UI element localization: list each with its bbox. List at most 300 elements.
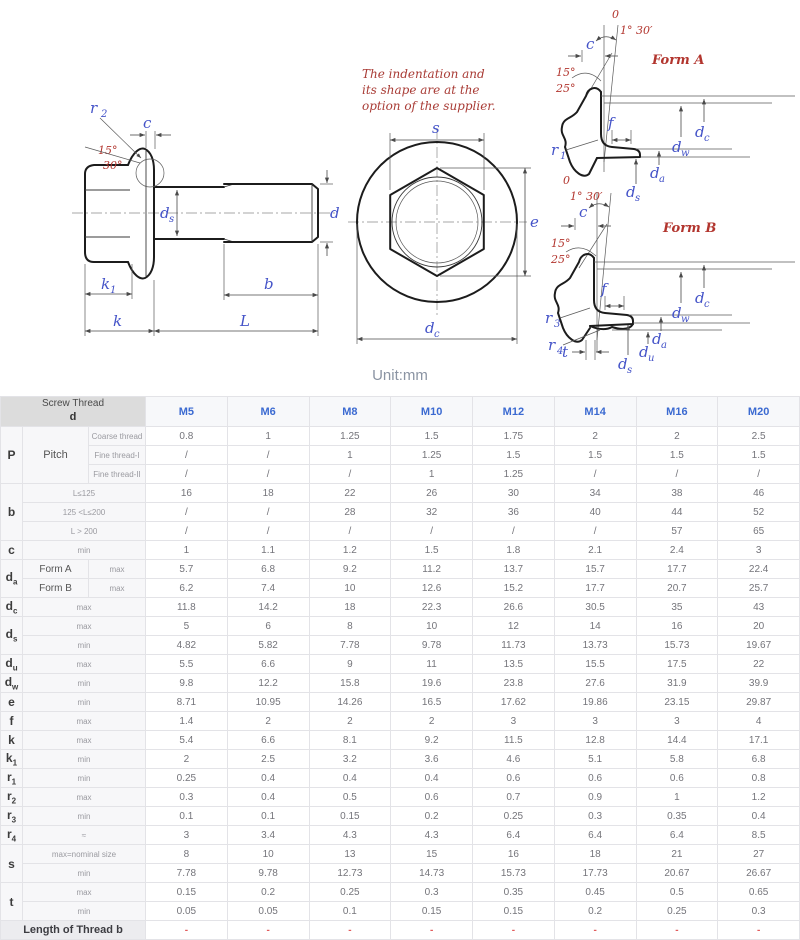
spec-value: 65	[718, 522, 800, 541]
spec-value: 2	[391, 712, 473, 731]
spec-value: 15	[391, 845, 473, 864]
spec-value: 0.3	[554, 807, 636, 826]
spec-value: -	[146, 921, 228, 940]
spec-value: 8.71	[146, 693, 228, 712]
supplier-note-line2: its shape are at the	[362, 83, 480, 97]
spec-value: 11.5	[473, 731, 555, 750]
spec-value: 12.73	[309, 864, 391, 883]
spec-value: 11.8	[146, 598, 228, 617]
spec-value: 8	[309, 617, 391, 636]
spec-value: 19.86	[554, 693, 636, 712]
form-a-detail	[551, 8, 795, 204]
table-row	[1, 712, 800, 731]
angle-label-zero-b: 0	[563, 174, 570, 187]
table-row	[1, 902, 800, 921]
table-row	[1, 541, 800, 560]
spec-value: /	[554, 522, 636, 541]
column-header-m6: M6	[227, 397, 309, 427]
spec-value: 0.7	[473, 788, 555, 807]
spec-value: 15.5	[554, 655, 636, 674]
dim-label-dw-b-sub: w	[681, 314, 690, 325]
spec-value: 0.6	[636, 769, 718, 788]
spec-value: 1	[309, 446, 391, 465]
spec-value: 17.1	[718, 731, 800, 750]
spec-value: 13.5	[473, 655, 555, 674]
table-row	[1, 446, 800, 465]
dim-label-r1-sub: 1	[560, 151, 567, 162]
spec-value: 16	[146, 484, 228, 503]
spec-value: 6.4	[473, 826, 555, 845]
spec-value: 18	[554, 845, 636, 864]
table-row	[1, 655, 800, 674]
spec-value: 26	[391, 484, 473, 503]
spec-value: 3	[146, 826, 228, 845]
spec-value: 14.73	[391, 864, 473, 883]
spec-value: /	[554, 465, 636, 484]
spec-value: /	[227, 446, 309, 465]
spec-value: 17.62	[473, 693, 555, 712]
dim-label-b: b	[264, 275, 274, 293]
row-symbol: $r_1$	[1, 769, 23, 788]
dim-label-c-a: c	[586, 35, 595, 53]
spec-value: 0.15	[146, 883, 228, 902]
spec-value: 32	[391, 503, 473, 522]
row-label: max	[23, 655, 146, 674]
spec-value: 9.2	[309, 560, 391, 579]
spec-value: 0.35	[636, 807, 718, 826]
spec-value: 1.25	[391, 446, 473, 465]
dim-label-dw-a: d	[672, 138, 682, 156]
row-label: max=nominal size	[23, 845, 146, 864]
spec-value: 6.6	[227, 655, 309, 674]
row-label: L > 200	[23, 522, 146, 541]
row-symbol: c	[1, 541, 23, 560]
table-row	[1, 788, 800, 807]
row-symbol: $d_c$	[1, 598, 23, 617]
spec-value: 6	[227, 617, 309, 636]
spec-value: 8.1	[309, 731, 391, 750]
spec-value: 9.8	[146, 674, 228, 693]
spec-value: 36	[473, 503, 555, 522]
row-label: min	[23, 693, 146, 712]
column-header-m10: M10	[391, 397, 473, 427]
supplier-note-line3: option of the supplier.	[362, 99, 496, 113]
spec-value: 5.82	[227, 636, 309, 655]
spec-value: 2	[146, 750, 228, 769]
dim-label-f-a: f	[608, 114, 614, 132]
spec-value: 3	[554, 712, 636, 731]
dim-label-r2: r	[90, 99, 98, 117]
row-label: L≤125	[23, 484, 146, 503]
spec-value: 2	[309, 712, 391, 731]
flange-outline	[128, 149, 154, 279]
spec-value: 0.5	[636, 883, 718, 902]
spec-value: 0.1	[146, 807, 228, 826]
spec-value: 18	[309, 598, 391, 617]
spec-value: 0.3	[146, 788, 228, 807]
spec-value: 16.5	[391, 693, 473, 712]
spec-value: 17.7	[636, 560, 718, 579]
row-symbol: $d_s$	[1, 617, 23, 655]
angle-label-15-a: 15°	[556, 66, 576, 79]
angle-label-30: 30°	[103, 159, 123, 172]
spec-value: 10	[309, 579, 391, 598]
spec-value: 12.2	[227, 674, 309, 693]
spec-value: 0.2	[227, 883, 309, 902]
spec-value: 22.3	[391, 598, 473, 617]
row-label: max	[23, 883, 146, 902]
spec-value: 0.45	[554, 883, 636, 902]
spec-value: 19.6	[391, 674, 473, 693]
column-header-m14: M14	[554, 397, 636, 427]
spec-value: 0.25	[473, 807, 555, 826]
detail-circle	[136, 159, 164, 187]
row-label: min	[23, 636, 146, 655]
dim-label-dc-sub: c	[434, 329, 440, 340]
spec-value: 0.4	[309, 769, 391, 788]
dim-label-t: t	[562, 343, 569, 361]
spec-value: 22.4	[718, 560, 800, 579]
spec-value: 0.1	[309, 902, 391, 921]
bolt-top-view	[348, 67, 539, 344]
dim-label-r4: r	[548, 336, 556, 354]
spec-value: 7.78	[146, 864, 228, 883]
row-label: Fine thread-I	[89, 446, 146, 465]
spec-value: 3.2	[309, 750, 391, 769]
hex-head-outline	[85, 165, 128, 262]
spec-value: /	[227, 465, 309, 484]
form-b-title: Form B	[663, 221, 717, 236]
spec-value: 1.4	[146, 712, 228, 731]
spec-value: 11.2	[391, 560, 473, 579]
spec-value: 2.1	[554, 541, 636, 560]
spec-value: 30	[473, 484, 555, 503]
table-row	[1, 826, 800, 845]
spec-value: 1	[636, 788, 718, 807]
row-symbol: f	[1, 712, 23, 731]
spec-value: 19.67	[718, 636, 800, 655]
spec-value: 20.7	[636, 579, 718, 598]
spec-value: 23.8	[473, 674, 555, 693]
table-row	[1, 731, 800, 750]
row-label: Pitch	[23, 427, 89, 484]
corner-header-line2: d	[69, 410, 77, 423]
dim-label-da-b: d	[652, 330, 662, 348]
dim-label-da-b-sub: a	[661, 340, 667, 351]
spec-value: -	[309, 921, 391, 940]
spec-value: 10	[227, 845, 309, 864]
spec-value: /	[391, 522, 473, 541]
spec-value: -	[473, 921, 555, 940]
dim-label-r3-sub: 3	[554, 319, 561, 330]
row-symbol: s	[1, 845, 23, 883]
spec-value: 12.8	[554, 731, 636, 750]
spec-value: 27.6	[554, 674, 636, 693]
table-row	[1, 807, 800, 826]
spec-value: 28	[309, 503, 391, 522]
dim-label-r4-sub: 4	[557, 346, 564, 357]
table-row	[1, 579, 800, 598]
table-row	[1, 693, 800, 712]
spec-value: 0.35	[473, 883, 555, 902]
spec-value: 26.67	[718, 864, 800, 883]
spec-value: 2.5	[718, 427, 800, 446]
row-label: min	[23, 769, 146, 788]
dim-label-k: k	[113, 312, 123, 330]
table-row	[1, 674, 800, 693]
table-row	[1, 560, 800, 579]
row-label: max	[89, 579, 146, 598]
spec-value: 0.8	[146, 427, 228, 446]
dim-label-c-b: c	[579, 203, 588, 221]
unit-label: Unit:mm	[372, 367, 428, 384]
dim-label-da-a: d	[650, 164, 660, 182]
spec-value: 5.7	[146, 560, 228, 579]
row-label: min	[23, 750, 146, 769]
dim-label-ds-a-sub: s	[635, 193, 641, 204]
row-label: 125 <L≤200	[23, 503, 146, 522]
row-symbol: $r_4$	[1, 826, 23, 845]
spec-value: 15.8	[309, 674, 391, 693]
spec-value: 17.7	[554, 579, 636, 598]
table-row	[1, 864, 800, 883]
table-row	[1, 522, 800, 541]
spec-value: 0.3	[391, 883, 473, 902]
spec-value: 8.5	[718, 826, 800, 845]
table-row	[1, 769, 800, 788]
spec-value: 0.15	[309, 807, 391, 826]
angle-label-15: 15°	[98, 144, 118, 157]
spec-value: 1.5	[718, 446, 800, 465]
spec-value: 5.1	[554, 750, 636, 769]
spec-value: 14	[554, 617, 636, 636]
spec-value: 1.5	[554, 446, 636, 465]
spec-value: /	[146, 446, 228, 465]
spec-value: 2	[554, 427, 636, 446]
dim-label-ds-b: d	[618, 355, 628, 373]
spec-value: 7.78	[309, 636, 391, 655]
column-header-m12: M12	[473, 397, 555, 427]
spec-value: 0.6	[554, 769, 636, 788]
spec-value: 0.25	[636, 902, 718, 921]
table-row	[1, 636, 800, 655]
dim-label-r2-sub: 2	[101, 109, 108, 120]
row-symbol: $d_w$	[1, 674, 23, 693]
spec-value: 17.5	[636, 655, 718, 674]
spec-value: 0.25	[309, 883, 391, 902]
spec-value: 4.82	[146, 636, 228, 655]
corner-header	[1, 397, 146, 427]
spec-value: 27	[718, 845, 800, 864]
spec-value: 6.4	[636, 826, 718, 845]
spec-value: 9.2	[391, 731, 473, 750]
dim-label-d: d	[330, 204, 340, 222]
spec-value: 1	[146, 541, 228, 560]
spec-value: /	[146, 503, 228, 522]
row-label: max	[23, 731, 146, 750]
spec-value: 0.4	[227, 788, 309, 807]
spec-value: 0.1	[227, 807, 309, 826]
spec-value: 0.15	[391, 902, 473, 921]
angle-label-130-b: 1° 30′	[570, 190, 603, 203]
spec-value: 3	[718, 541, 800, 560]
dim-label-dc-a-sub: c	[704, 133, 710, 144]
table-row	[1, 845, 800, 864]
row-symbol: t	[1, 883, 23, 921]
dim-label-c: c	[143, 114, 152, 132]
spec-value: 15.73	[473, 864, 555, 883]
dim-label-ds-a: d	[626, 183, 636, 201]
row-symbol: $d_a$	[1, 560, 23, 598]
angle-label-25-a: 25°	[556, 82, 576, 95]
spec-value: 0.25	[146, 769, 228, 788]
thread-length-row	[1, 921, 800, 940]
spec-value: 5	[146, 617, 228, 636]
row-symbol: $r_2$	[1, 788, 23, 807]
spec-value: 31.9	[636, 674, 718, 693]
spec-value: -	[391, 921, 473, 940]
spec-value: 9	[309, 655, 391, 674]
spec-value: 14.2	[227, 598, 309, 617]
dim-label-du: d	[639, 343, 649, 361]
spec-value: 10.95	[227, 693, 309, 712]
spec-value: 16	[636, 617, 718, 636]
spec-value: 15.7	[554, 560, 636, 579]
spec-value: 3	[473, 712, 555, 731]
row-symbol: $d_u$	[1, 655, 23, 674]
table-row	[1, 750, 800, 769]
spec-value: 12	[473, 617, 555, 636]
spec-value: 3.4	[227, 826, 309, 845]
dim-label-ds: d	[160, 204, 170, 222]
spec-value: 0.4	[718, 807, 800, 826]
spec-value: -	[636, 921, 718, 940]
spec-value: 21	[636, 845, 718, 864]
spec-value: 43	[718, 598, 800, 617]
spec-value: 10	[391, 617, 473, 636]
spec-value: 1.8	[473, 541, 555, 560]
form-b-head-profile	[555, 254, 594, 342]
form-a-head-profile	[562, 88, 601, 176]
dim-label-da-a-sub: a	[659, 174, 665, 185]
spec-value: 0.4	[391, 769, 473, 788]
angle-label-25-b: 25°	[551, 253, 571, 266]
spec-value: 1.5	[391, 541, 473, 560]
spec-value: 16	[473, 845, 555, 864]
spec-value: 35	[636, 598, 718, 617]
form-b-flange-foot	[590, 258, 633, 326]
spec-value: 1.5	[636, 446, 718, 465]
dim-label-L: L	[240, 312, 250, 330]
row-label: max	[23, 712, 146, 731]
form-a-title: Form A	[652, 53, 705, 68]
spec-value: 14.26	[309, 693, 391, 712]
row-symbol: $r_3$	[1, 807, 23, 826]
spec-value: 0.2	[554, 902, 636, 921]
row-symbol: e	[1, 693, 23, 712]
spec-value: 6.4	[554, 826, 636, 845]
spec-value: 7.4	[227, 579, 309, 598]
row-label: max	[89, 560, 146, 579]
row-label: max	[23, 617, 146, 636]
dim-label-dw-b: d	[672, 304, 682, 322]
spec-value: /	[227, 503, 309, 522]
spec-value: 13.73	[554, 636, 636, 655]
spec-value: 6.8	[718, 750, 800, 769]
spec-value: 6.6	[227, 731, 309, 750]
dim-label-dc-b: d	[695, 289, 705, 307]
spec-value: -	[554, 921, 636, 940]
spec-value: 29.87	[718, 693, 800, 712]
spec-value: 18	[227, 484, 309, 503]
table-row	[1, 427, 800, 446]
spec-value: 3	[636, 712, 718, 731]
angle-label-130-a: 1° 30′	[620, 24, 653, 37]
row-label: max	[23, 598, 146, 617]
dim-label-dc: d	[425, 319, 435, 337]
spec-value: 1.2	[718, 788, 800, 807]
spec-value: 0.05	[146, 902, 228, 921]
header-row	[1, 397, 800, 427]
spec-value: /	[309, 465, 391, 484]
column-header-m20: M20	[718, 397, 800, 427]
table-row	[1, 883, 800, 902]
dim-label-k1-sub: 1	[110, 285, 117, 296]
row-symbol: P	[1, 427, 23, 484]
table-row	[1, 598, 800, 617]
spec-value: 9.78	[391, 636, 473, 655]
spec-value: 22	[309, 484, 391, 503]
spec-value: /	[718, 465, 800, 484]
spec-value: 9.78	[227, 864, 309, 883]
spec-value: 1.25	[309, 427, 391, 446]
dim-label-r3: r	[545, 309, 553, 327]
spec-value: 52	[718, 503, 800, 522]
spec-value: 0.8	[718, 769, 800, 788]
spec-value: 2.5	[227, 750, 309, 769]
spec-value: 0.2	[391, 807, 473, 826]
spec-value: 1.2	[309, 541, 391, 560]
spec-value: 25.7	[718, 579, 800, 598]
spec-value: 2	[636, 427, 718, 446]
spec-value: 1	[391, 465, 473, 484]
spec-table-body	[1, 427, 800, 940]
row-label: Length of Thread b	[1, 921, 146, 940]
corner-header-line1: Screw Thread	[41, 398, 105, 410]
row-label: Fine thread-II	[89, 465, 146, 484]
spec-value: 14.4	[636, 731, 718, 750]
spec-value: 17.73	[554, 864, 636, 883]
spec-value: -	[718, 921, 800, 940]
spec-value: 20.67	[636, 864, 718, 883]
spec-value: 12.6	[391, 579, 473, 598]
spec-value: 0.9	[554, 788, 636, 807]
spec-value: 23.15	[636, 693, 718, 712]
row-label: min	[23, 541, 146, 560]
spec-value: 0.5	[309, 788, 391, 807]
spec-value: 34	[554, 484, 636, 503]
dim-label-du-sub: u	[648, 353, 655, 364]
spec-value: 30.5	[554, 598, 636, 617]
bolt-side-view	[72, 99, 340, 336]
spec-value: 1.1	[227, 541, 309, 560]
spec-value: /	[146, 465, 228, 484]
row-label: Form B	[23, 579, 89, 598]
spec-value: 6.8	[227, 560, 309, 579]
spec-value: 46	[718, 484, 800, 503]
spec-value: 2.4	[636, 541, 718, 560]
spec-value: 13.7	[473, 560, 555, 579]
